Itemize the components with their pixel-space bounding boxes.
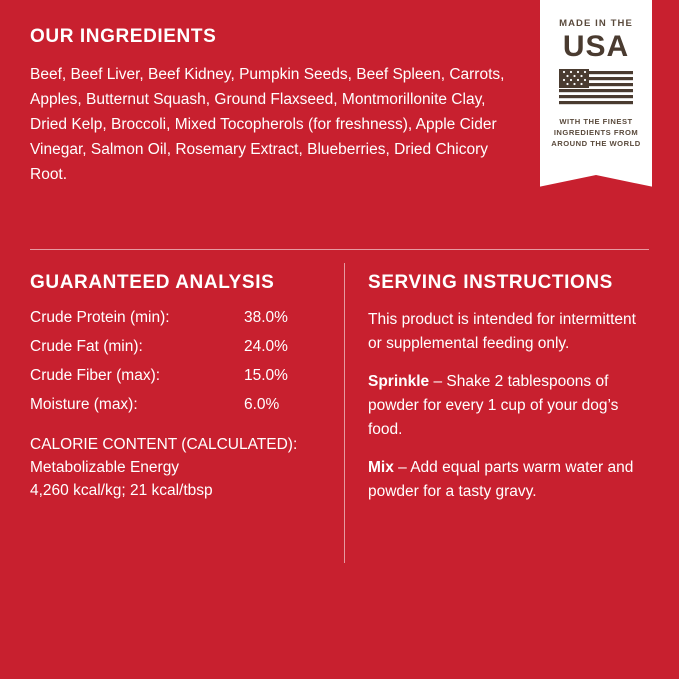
ga-row-label: Crude Protein (min):	[30, 309, 170, 326]
badge-usa-label: USA	[562, 30, 630, 63]
ga-row-label: Moisture (max):	[30, 396, 138, 414]
serving-sprinkle	[368, 370, 653, 442]
table-row	[30, 337, 326, 366]
sprinkle-label: Sprinkle	[368, 373, 430, 391]
vertical-divider	[344, 263, 345, 563]
table-row	[30, 366, 326, 395]
ingredients-title: OUR INGREDIENTS	[30, 26, 217, 47]
serving-intro: This product is intended for intermittent or supplemental feeding only.	[368, 311, 636, 353]
badge-fine-print: WITH THE FINEST INGREDIENTS FROM AROUND THE WORLD	[551, 116, 641, 149]
serving-mix	[368, 456, 653, 504]
mix-text: – Add equal parts warm water and powder for a tasty gravy.	[368, 459, 634, 501]
table-row	[30, 308, 326, 337]
ingredients-section	[30, 26, 530, 188]
guaranteed-analysis-table	[30, 308, 326, 425]
guaranteed-analysis-section	[30, 272, 326, 502]
ga-row-value: 38.0%	[244, 309, 288, 326]
usa-flag-icon	[559, 69, 633, 109]
serving-instructions-section	[368, 272, 653, 504]
badge-made-in-label: MADE IN THE	[559, 18, 633, 29]
serving-instructions-title: SERVING INSTRUCTIONS	[368, 272, 613, 293]
ga-row-value: 6.0%	[244, 396, 280, 414]
calorie-line-2: 4,260 kcal/kg; 21 kcal/tbsp	[30, 482, 213, 500]
sprinkle-text: – Shake 2 tablespoons of powder for every 1 cup of your dog’s food.	[368, 373, 619, 439]
guaranteed-analysis-title: GUARANTEED ANALYSIS	[30, 272, 275, 293]
ga-row-value: 15.0%	[244, 367, 288, 385]
ingredients-body: Beef, Beef Liver, Beef Kidney, Pumpkin Seeds, Beef Spleen, Carrots, Apples, Butternut Squash, Ground Flaxseed, Montmorillonite Clay, Dried Kelp, Broccoli, Mixed Tocopherols (for freshness), Apple Cider Vinegar, Salmon Oil, Rosemary Extract, Blueberries, Dried Chicory Root.	[30, 66, 505, 184]
mix-label: Mix	[368, 459, 394, 477]
ga-row-value: 24.0%	[244, 338, 288, 356]
calorie-heading: CALORIE CONTENT (CALCULATED):	[30, 435, 298, 453]
calorie-line-1: Metabolizable Energy	[30, 458, 180, 476]
table-row	[30, 395, 326, 424]
horizontal-divider	[30, 249, 649, 250]
ga-row-label: Crude Fat (min):	[30, 338, 143, 356]
ga-row-label: Crude Fiber (max):	[30, 367, 161, 385]
made-in-usa-badge	[540, 0, 652, 162]
calorie-content-block	[30, 433, 326, 503]
